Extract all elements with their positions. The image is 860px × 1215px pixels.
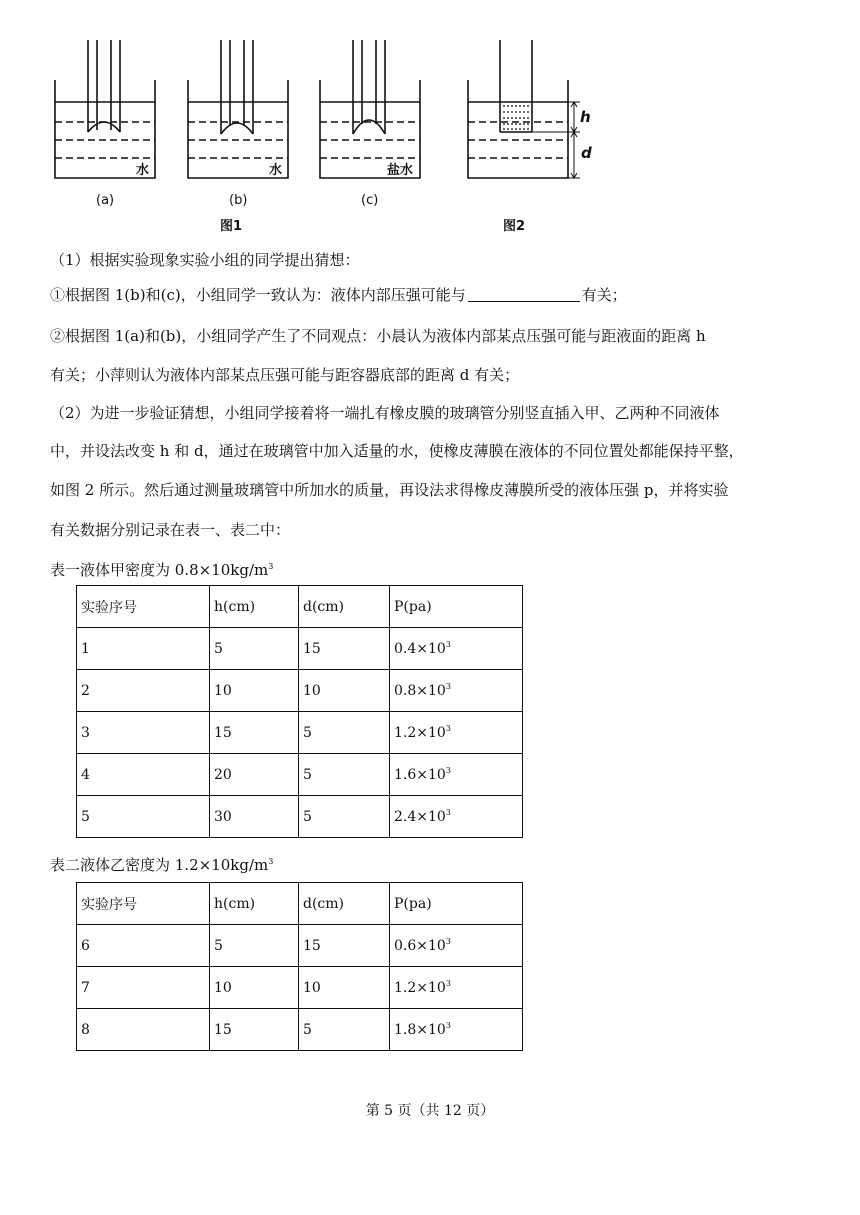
paragraph-5: （2）为进一步验证猜想，小组同学接着将一端扎有橡皮膜的玻璃管分别竖直插入甲、乙两种不同液体 <box>50 404 720 422</box>
table-cell: 5 <box>77 796 210 838</box>
pressure-value: 1.2×10 <box>394 980 446 996</box>
table-cell: 10 <box>299 967 390 1009</box>
table1-caption-text: 表一液体甲密度为 0.8×10kg/m <box>50 561 269 579</box>
exponent: 3 <box>445 724 451 733</box>
liquid-label-b: 水 <box>269 163 283 178</box>
table-cell: 20 <box>210 754 299 796</box>
table-cell: 15 <box>299 628 390 670</box>
table-cell <box>390 1009 523 1051</box>
pressure-value: 2.4×10 <box>394 809 446 825</box>
table-cell: 7 <box>77 967 210 1009</box>
table-cell: 10 <box>299 670 390 712</box>
table-header-cell: d(cm) <box>299 883 390 925</box>
fig-label-b: (b) <box>229 193 248 208</box>
table-cell: 15 <box>210 712 299 754</box>
table-cell: 6 <box>77 925 210 967</box>
pressure-value: 0.4×10 <box>394 641 446 657</box>
table-cell: 5 <box>299 1009 390 1051</box>
table-cell: 5 <box>299 754 390 796</box>
table1 <box>76 585 523 838</box>
table-cell <box>390 754 523 796</box>
fig1-caption: 图1 <box>220 219 243 234</box>
table-row <box>77 754 523 796</box>
figure-area <box>40 30 600 240</box>
exponent: 3 <box>445 808 451 817</box>
table-cell <box>390 628 523 670</box>
answer-blank[interactable] <box>468 286 580 302</box>
liquid-label-a: 水 <box>136 163 150 178</box>
table-cell <box>390 925 523 967</box>
pressure-value: 1.2×10 <box>394 725 446 741</box>
table-cell: 8 <box>77 1009 210 1051</box>
table1-caption-sup: 3 <box>268 562 274 571</box>
pressure-value: 0.6×10 <box>394 938 446 954</box>
table-cell: 5 <box>210 628 299 670</box>
pressure-value: 1.6×10 <box>394 767 446 783</box>
table-header-cell: P(pa) <box>390 586 523 628</box>
paragraph-2 <box>50 285 627 305</box>
exponent: 3 <box>445 682 451 691</box>
table-cell <box>390 670 523 712</box>
paragraph-3: ②根据图 1(a)和(b)，小组同学产生了不同观点：小晨认为液体内部某点压强可能与距液面的距离 h <box>50 327 706 345</box>
fig-label-c: (c) <box>361 193 379 208</box>
table-header-cell: P(pa) <box>390 883 523 925</box>
table-header-cell: h(cm) <box>210 586 299 628</box>
beaker-fig2 <box>468 40 580 178</box>
table-cell: 5 <box>210 925 299 967</box>
table-cell: 3 <box>77 712 210 754</box>
table-cell: 15 <box>299 925 390 967</box>
pressure-value: 1.8×10 <box>394 1022 446 1038</box>
exponent: 3 <box>445 766 451 775</box>
table-header-cell: 实验序号 <box>77 586 210 628</box>
beaker-a <box>55 40 155 178</box>
h-label: h <box>580 108 591 126</box>
exponent: 3 <box>445 1021 451 1030</box>
paragraph-6: 中，并设法改变 h 和 d，通过在玻璃管中加入适量的水，使橡皮薄膜在液体的不同位置处都能保持平整， <box>50 442 744 460</box>
table-cell <box>390 967 523 1009</box>
table2-caption <box>50 852 273 875</box>
table-header-cell: d(cm) <box>299 586 390 628</box>
fig2-caption: 图2 <box>503 219 526 234</box>
table-cell: 15 <box>210 1009 299 1051</box>
table-header-row <box>77 586 523 628</box>
table-cell: 2 <box>77 670 210 712</box>
fig-label-a: (a) <box>96 193 115 208</box>
exponent: 3 <box>445 640 451 649</box>
table1-caption <box>50 557 273 580</box>
table2-caption-text: 表二液体乙密度为 1.2×10kg/m <box>50 856 269 874</box>
beaker-b <box>188 40 288 178</box>
paragraph-2-start: ①根据图 1(b)和(c)，小组同学一致认为：液体内部压强可能与 <box>50 286 466 304</box>
paragraph-7: 如图 2 所示。然后通过测量玻璃管中所加水的质量，再设法求得橡皮薄膜所受的液体压强 p，并将实验 <box>50 481 729 499</box>
table-cell: 1 <box>77 628 210 670</box>
d-label: d <box>581 144 592 162</box>
table2-caption-sup: 3 <box>268 857 274 866</box>
table-header-cell: 实验序号 <box>77 883 210 925</box>
table-cell: 5 <box>299 712 390 754</box>
paragraph-8: 有关数据分别记录在表一、表二中： <box>50 521 291 539</box>
table-header-row <box>77 883 523 925</box>
table-header-cell: h(cm) <box>210 883 299 925</box>
table2 <box>76 882 523 1051</box>
experiment-figures <box>40 30 600 240</box>
paragraph-1: （1）根据实验现象实验小组的同学提出猜想： <box>50 251 360 269</box>
table-cell <box>390 712 523 754</box>
table-cell: 4 <box>77 754 210 796</box>
page-footer: 第 5 页（共 12 页） <box>365 1103 495 1119</box>
exponent: 3 <box>445 937 451 946</box>
table-row <box>77 670 523 712</box>
table-row <box>77 712 523 754</box>
table-cell: 30 <box>210 796 299 838</box>
table-row <box>77 1009 523 1051</box>
liquid-label-c: 盐水 <box>387 163 414 178</box>
table-cell: 5 <box>299 796 390 838</box>
pressure-value: 0.8×10 <box>394 683 446 699</box>
table-cell: 10 <box>210 670 299 712</box>
table-cell: 10 <box>210 967 299 1009</box>
exponent: 3 <box>445 979 451 988</box>
table-row <box>77 967 523 1009</box>
paragraph-4: 有关；小萍则认为液体内部某点压强可能与距容器底部的距离 d 有关； <box>50 366 520 384</box>
table-row <box>77 796 523 838</box>
paragraph-2-end: 有关； <box>581 286 627 304</box>
table-row <box>77 628 523 670</box>
table-cell <box>390 796 523 838</box>
table-row <box>77 925 523 967</box>
beaker-c <box>320 40 420 178</box>
